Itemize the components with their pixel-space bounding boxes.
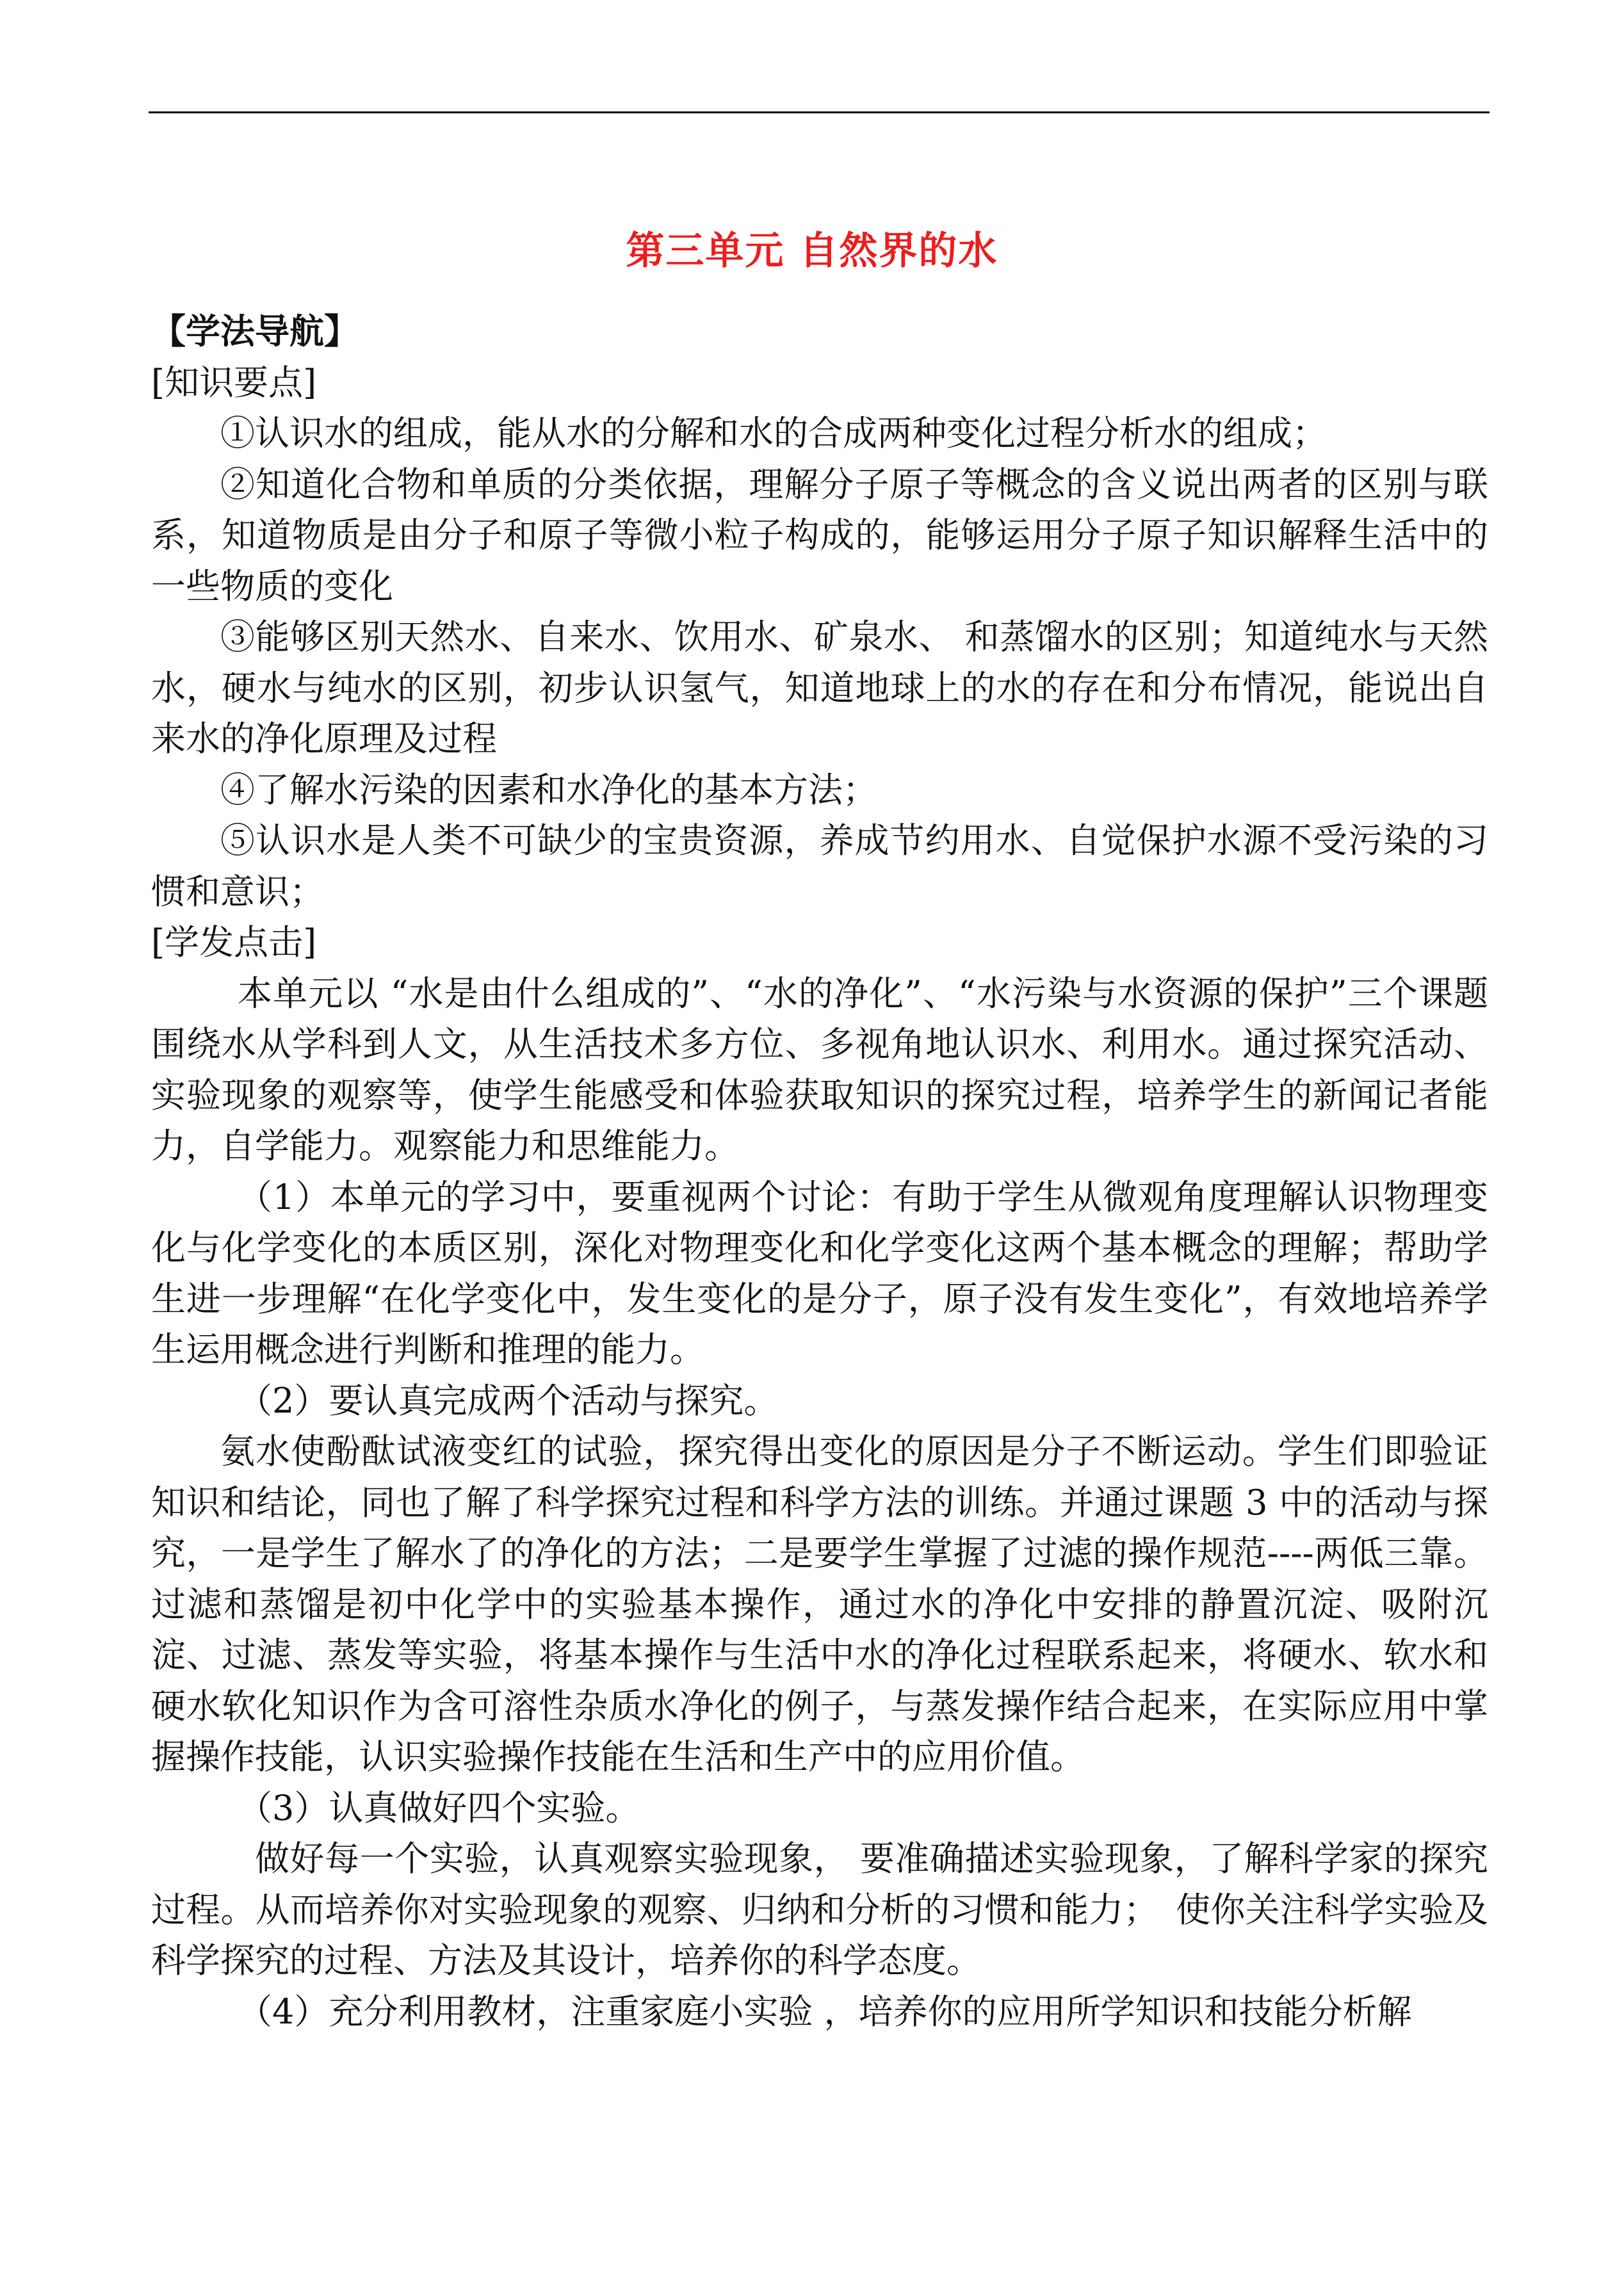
study-item-4: （4）充分利用教材，注重家庭小实验 ，培养你的应用所学知识和技能分析解 xyxy=(238,1991,1412,2032)
subsection-label-knowledge: [知识要点] xyxy=(151,362,317,403)
knowledge-point-1: ①认识水的组成，能从水的分解和水的合成两种变化过程分析水的组成； xyxy=(220,413,1327,453)
document-body xyxy=(151,306,1488,2037)
study-item-2: （2）要认真完成两个活动与探究。 xyxy=(238,1380,779,1421)
study-item-3: （3）认真做好四个实验。 xyxy=(238,1787,640,1828)
knowledge-point-2: ②知道化合物和单质的分类依据，理解分子原子等概念的含义说出两者的区别与联系，知道物质是由分子和原子等微小粒子构成的，能够运用分子原子知识解释生活中的一些物质的变化 xyxy=(151,464,1488,606)
knowledge-point-3: ③能够区别天然水、自来水、饮用水、矿泉水、 和蒸馏水的区别；知道纯水与天然水，硬水与纯水的区别，初步认识氢气，知道地球上的水的存在和分布情况，能说出自来水的净化原理及过程 xyxy=(151,617,1488,759)
header-rule xyxy=(149,111,1490,113)
subsection-label-study: [学发点击] xyxy=(151,922,317,962)
study-item-1: （1）本单元的学习中，要重视两个讨论：有助于学生从微观角度理解认识物理变化与化学变化的本质区别，深化对物理变化和化学变化这两个基本概念的理解；帮助学生进一步理解“在化学变化中，发生变化的是分子，原子没有发生变化”，有效地培养学生运用概念进行判断和推理的能力。 xyxy=(151,1176,1488,1370)
section-heading: 【学法导航】 xyxy=(151,311,359,352)
study-item-2-body: 氨水使酚酞试液变红的试验，探究得出变化的原因是分子不断运动。学生们即验证知识和结论，同也了解了科学探究过程和科学方法的训练。并通过课题 3 中的活动与探究，一是学生了解水了的净化的方法；二是要学生掌握了过滤的操作规范----两低三靠。过滤和蒸馏是初中化学中的实验基本操作，通过水的净化中安排的静置沉淀、吸附沉淀、过滤、蒸发等实验，将基本操作与生活中水的净化过程联系起来，将硬水、软水和硬水软化知识作为含可溶性杂质水净化的例子，与蒸发操作结合起来，在实际应用中掌握操作技能，认识实验操作技能在生活和生产中的应用价值。 xyxy=(151,1431,1488,1777)
study-item-3-body: 做好每一个实验，认真观察实验现象， 要准确描述实验现象，了解科学家的探究过程。从而培养你对实验现象的观察、归纳和分析的习惯和能力； 使你关注科学实验及科学探究的过程、方法及其设计，培养你的科学态度。 xyxy=(151,1838,1488,1981)
knowledge-point-4: ④了解水污染的因素和水净化的基本方法； xyxy=(220,769,877,810)
page-title: 第三单元 自然界的水 xyxy=(626,229,998,273)
study-intro: 本单元以 “水是由什么组成的”、“水的净化”、“水污染与水资源的保护”三个课题围绕水从学科到人文，从生活技术多方位、多视角地认识水、利用水。通过探究活动、实验现象的观察等，使学生能感受和体验获取知识的探究过程，培养学生的新闻记者能力，自学能力。观察能力和思维能力。 xyxy=(151,973,1488,1166)
knowledge-point-5: ⑤认识水是人类不可缺少的宝贵资源，养成节约用水、自觉保护水源不受污染的习惯和意识； xyxy=(151,820,1488,912)
